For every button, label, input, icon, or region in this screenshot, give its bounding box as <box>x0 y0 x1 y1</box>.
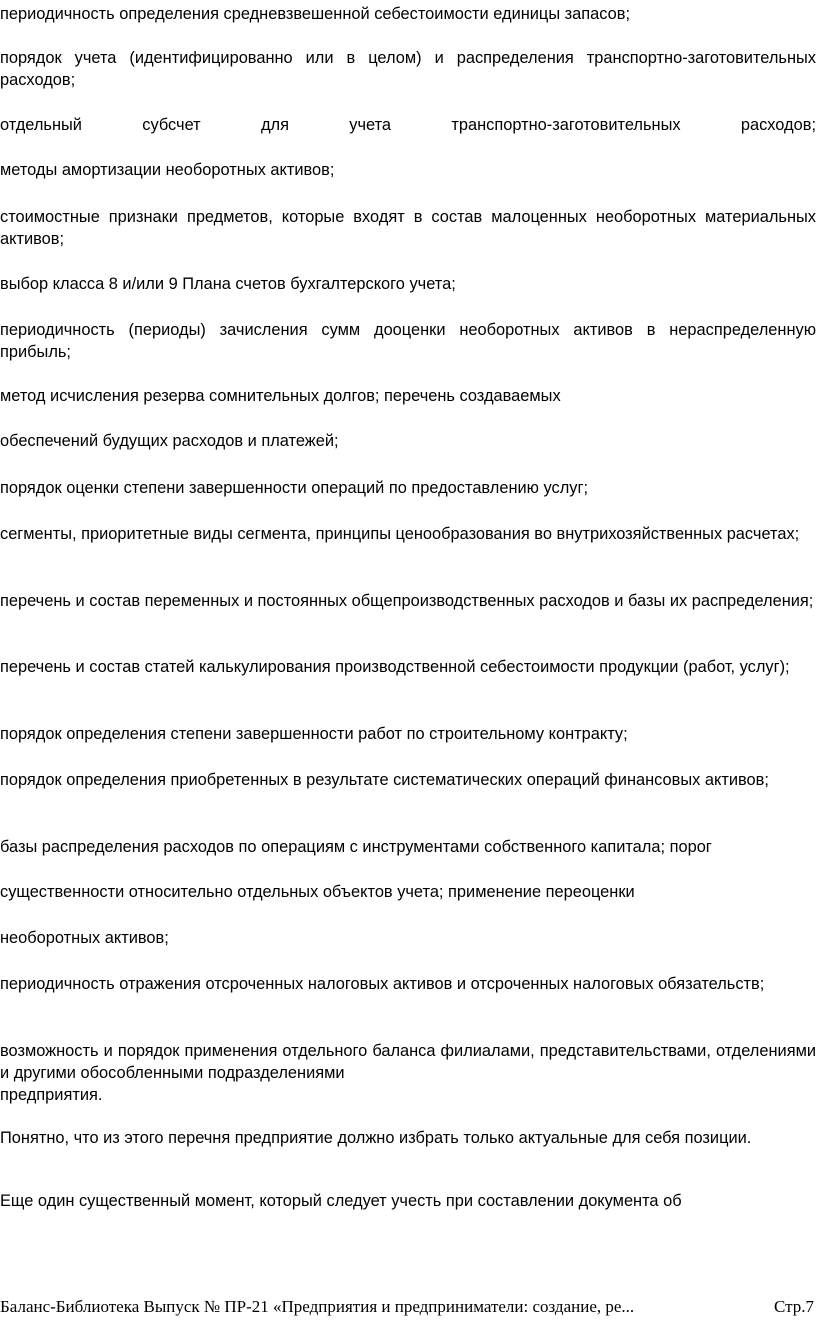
list-item: перечень и состав переменных и постоянных общепроизводственных расходов и базы их распределения; <box>0 592 814 610</box>
list-item: необоротных активов; <box>0 929 169 947</box>
list-item: возможность и порядок применения отдельного баланса филиалами, представительствами, отделениями и другими обособленными подразделениями <box>0 1042 816 1082</box>
paragraph: Еще один существенный момент, который следует учесть при составлении документа об <box>0 1192 682 1210</box>
footer-title: Баланс-Библиотека Выпуск № ПР-21 «Предприятия и предприниматели: создание, ре... <box>0 1297 635 1316</box>
list-item: периодичность определения средневзвешенной себестоимости единицы запасов; <box>0 5 631 23</box>
list-item: существенности относительно отдельных объектов учета; применение переоценки <box>0 883 635 901</box>
list-item: периодичность (периоды) зачисления сумм дооценки необоротных активов в нераспределенную прибыль; <box>0 321 816 361</box>
list-item: предприятия. <box>0 1086 103 1104</box>
list-item: порядок определения приобретенных в результате систематических операций финансовых активов; <box>0 771 769 789</box>
list-item: стоимостные признаки предметов, которые входят в состав малоценных необоротных материальных активов; <box>0 208 816 248</box>
list-item: выбор класса 8 и/или 9 Плана счетов бухгалтерского учета; <box>0 275 456 293</box>
list-item: отдельный субсчет для учета транспортно-заготовительных расходов; <box>0 116 816 134</box>
page-footer <box>0 1297 816 1317</box>
list-item: порядок учета (идентифицированно или в целом) и распределения транспортно-заготовительных расходов; <box>0 49 816 89</box>
list-item: базы распределения расходов по операциям с инструментами собственного капитала; порог <box>0 838 712 856</box>
page-number: Стр.7 <box>768 1297 814 1317</box>
list-item: порядок определения степени завершенности работ по строительному контракту; <box>0 725 628 743</box>
list-item: порядок оценки степени завершенности операций по предоставлению услуг; <box>0 479 588 497</box>
list-item: методы амортизации необоротных активов; <box>0 161 335 179</box>
list-item: периодичность отражения отсроченных налоговых активов и отсроченных налоговых обязательств; <box>0 975 765 993</box>
list-item: сегменты, приоритетные виды сегмента, принципы ценообразования во внутрихозяйственных расчетах; <box>0 525 800 543</box>
list-item: перечень и состав статей калькулирования производственной себестоимости продукции (работ, услуг); <box>0 658 790 676</box>
paragraph: Понятно, что из этого перечня предприятие должно избрать только актуальные для себя позиции. <box>0 1129 752 1147</box>
list-item: обеспечений будущих расходов и платежей; <box>0 432 339 450</box>
list-item: метод исчисления резерва сомнительных долгов; перечень создаваемых <box>0 387 561 405</box>
